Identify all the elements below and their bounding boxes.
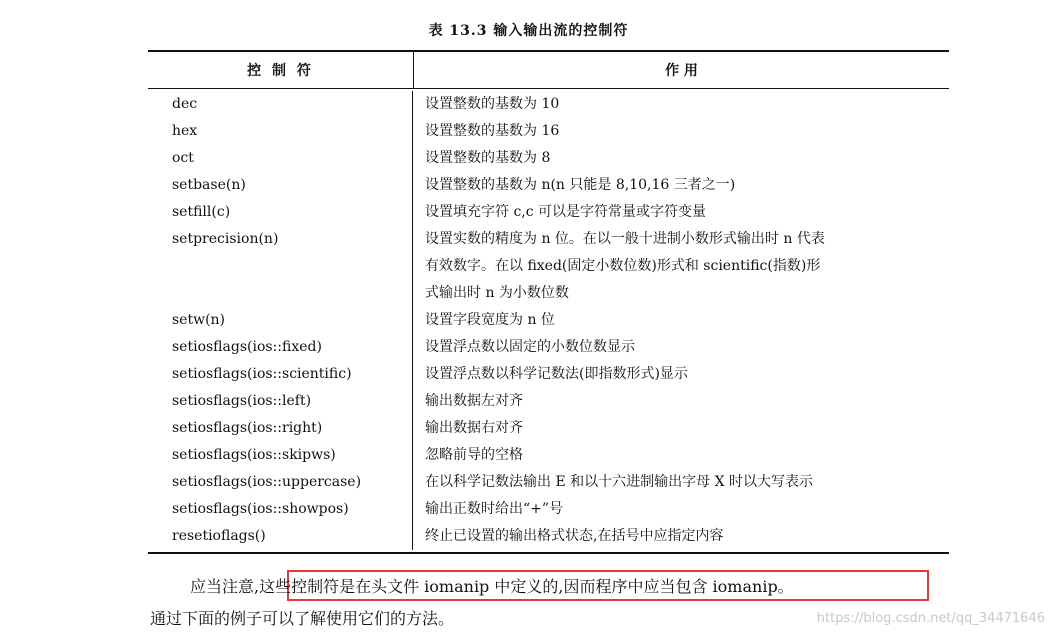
function-text-line: 忽略前导的空格 <box>425 447 523 463</box>
control-symbol-cell: setprecision(n) <box>148 226 413 307</box>
function-cell <box>413 415 949 442</box>
function-text-line: 有效数字。在以 fixed(固定小数位数)形式和 scientific(指数)形 <box>425 258 821 274</box>
table-row <box>148 199 949 226</box>
function-text-line: 设置整数的基数为 8 <box>425 150 551 166</box>
table-header <box>148 52 949 89</box>
function-cell <box>413 145 949 172</box>
function-text-line: 设置整数的基数为 16 <box>425 123 560 139</box>
control-symbol-cell: setbase(n) <box>148 172 413 199</box>
function-text-line: 输出数据右对齐 <box>425 420 523 436</box>
table-row <box>148 91 949 118</box>
function-text-line: 设置整数的基数为 n(n 只能是 8,10,16 三者之一) <box>425 177 736 193</box>
function-cell <box>413 307 949 334</box>
function-cell <box>413 199 949 226</box>
table-row <box>148 469 949 496</box>
table-row <box>148 415 949 442</box>
control-symbol-cell: setiosflags(ios::fixed) <box>148 334 413 361</box>
control-symbol-cell: setiosflags(ios::right) <box>148 415 413 442</box>
control-symbol-cell: setiosflags(ios::left) <box>148 388 413 415</box>
table-row <box>148 523 949 550</box>
note-paragraph-line2: 通过下面的例子可以了解使用它们的方法。 <box>150 609 455 628</box>
function-text-line: 设置填充字符 c,c 可以是字符常量或字符变量 <box>425 204 707 220</box>
function-cell <box>413 469 949 496</box>
control-symbol-cell: resetioflags() <box>148 523 413 550</box>
control-symbol-cell: setiosflags(ios::showpos) <box>148 496 413 523</box>
function-text-line: 式输出时 n 为小数位数 <box>425 285 569 301</box>
function-cell <box>413 361 949 388</box>
function-text-line: 输出数据左对齐 <box>425 393 523 409</box>
control-symbol-cell: oct <box>148 145 413 172</box>
function-text-line: 终止已设置的输出格式状态,在括号中应指定内容 <box>425 528 724 544</box>
function-cell <box>413 172 949 199</box>
control-symbol-cell: setiosflags(ios::scientific) <box>148 361 413 388</box>
header-function: 作 用 <box>665 63 698 79</box>
function-text-line: 设置整数的基数为 10 <box>425 96 560 112</box>
control-symbol-cell: setiosflags(ios::uppercase) <box>148 469 413 496</box>
table-row <box>148 172 949 199</box>
control-symbol-cell: setfill(c) <box>148 199 413 226</box>
table-row <box>148 361 949 388</box>
control-symbol-cell: hex <box>148 118 413 145</box>
function-text-line: 设置浮点数以科学记数法(即指数形式)显示 <box>425 366 688 382</box>
function-text-line: 在以科学记数法输出 E 和以十六进制输出字母 X 时以大写表示 <box>425 474 813 490</box>
function-cell <box>413 496 949 523</box>
table-body <box>148 89 949 552</box>
table-row <box>148 388 949 415</box>
function-cell <box>413 523 949 550</box>
control-symbol-cell: setw(n) <box>148 307 413 334</box>
header-control-symbol: 控 制 符 <box>148 52 414 88</box>
control-symbol-cell: dec <box>148 91 413 118</box>
watermark: https://blog.csdn.net/qq_34471646 <box>816 611 1045 626</box>
function-cell <box>413 334 949 361</box>
table-row <box>148 226 949 307</box>
table-caption: 表 13.3 输入输出流的控制符 <box>428 23 629 39</box>
function-text-line: 设置字段宽度为 n 位 <box>425 312 555 328</box>
table-row <box>148 118 949 145</box>
control-symbol-cell: setiosflags(ios::skipws) <box>148 442 413 469</box>
function-text-line: 输出正数时给出“+”号 <box>425 501 564 517</box>
function-cell <box>413 91 949 118</box>
table-row <box>148 496 949 523</box>
function-cell <box>413 442 949 469</box>
note-paragraph-line1: 应当注意,这些控制符是在头文件 iomanip 中定义的,因而程序中应当包含 iomanip。 <box>190 577 794 596</box>
table-row <box>148 334 949 361</box>
function-text-line: 设置浮点数以固定的小数位数显示 <box>425 339 635 355</box>
function-cell <box>413 226 949 307</box>
table-row <box>148 307 949 334</box>
table-row <box>148 442 949 469</box>
function-cell <box>413 388 949 415</box>
function-text-line: 设置实数的精度为 n 位。在以一般十进制小数形式输出时 n 代表 <box>425 231 825 247</box>
function-cell <box>413 118 949 145</box>
table-row <box>148 145 949 172</box>
control-symbol-table <box>148 50 949 554</box>
